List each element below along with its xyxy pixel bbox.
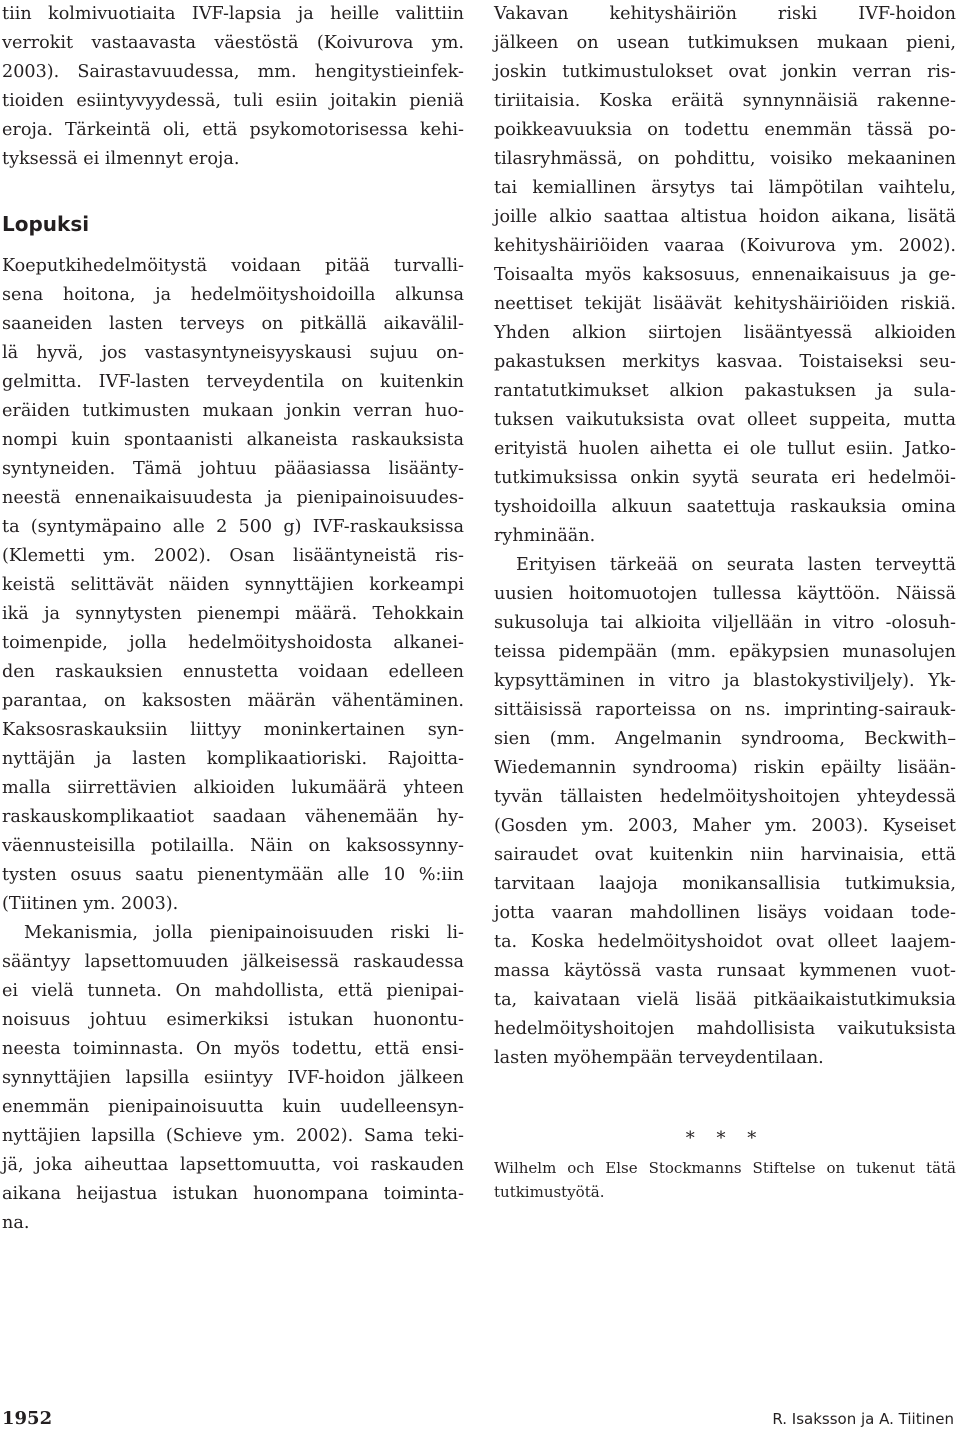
left-body-line: toimenpide, jolla hedelmöityshoidosta alkanei- — [2, 633, 464, 653]
right-body-line: tuksen vaikutuksista ovat olleet suppeita, mutta — [494, 410, 956, 430]
right-body-line: tarvitaan laajoja monikansallisia tutkimuksia, — [494, 874, 956, 894]
right-body-line: erityistä huolen aihetta ei ole tullut esiin. Jatko- — [494, 439, 956, 459]
section-heading: Lopuksi — [2, 212, 90, 236]
left-intro-line: verrokit vastaavasta väestöstä (Koivurova ym. — [2, 33, 464, 53]
right-body-line: hedelmöityshoitojen mahdollisista vaikutuksista — [494, 1019, 956, 1039]
left-intro-line: eroja. Tärkeintä oli, että psykomotorisessa kehi- — [2, 120, 464, 140]
left-body-line: saaneiden lasten terveys on pitkällä aikavälil- — [2, 314, 464, 334]
left-body-line: nompi kuin spontaanisti alkaneista raskauksista — [2, 430, 464, 450]
left-body-line: ei vielä tunneta. On mahdollista, että pienipai- — [2, 981, 464, 1001]
left-body-line: den raskauksien ennustetta voidaan edelleen — [2, 662, 464, 682]
right-body-line: poikkeavuuksia on todettu enemmän tässä po- — [494, 120, 956, 140]
acknowledgement — [494, 1156, 956, 1204]
left-body-line: na. — [2, 1213, 30, 1233]
left-body-line: raskauskomplikaatiot saadaan vähenemään hy- — [2, 807, 464, 827]
right-body-line: jotta vaaran mahdollinen lisäys voidaan tode- — [494, 903, 956, 923]
right-body-line: ta, kaivataan vielä lisää pitkäaikaistutkimuksia — [494, 990, 956, 1010]
left-intro-line: tyksessä ei ilmennyt eroja. — [2, 149, 240, 169]
left-body-line: noisuus johtuu esimerkiksi istukan huonontu- — [2, 1010, 464, 1030]
left-body-line: Koeputkihedelmöitystä voidaan pitää turvalli- — [2, 256, 464, 276]
right-body-line: pakastuksen merkitys kasvaa. Toistaiseksi seu- — [494, 352, 956, 372]
left-body-line: neesta toiminnasta. On myös todettu, että ensi- — [2, 1039, 464, 1059]
right-body-line: kypsyttäminen in vitro ja blastokystiviljely). Yk- — [494, 671, 956, 691]
left-body-line: lä hyvä, jos vastasyntyneisyyskausi sujuu on- — [2, 343, 464, 363]
left-intro-line: 2003). Sairastavuudessa, mm. hengitystieinfek- — [2, 62, 464, 82]
right-body-line: ta. Koska hedelmöityshoidot ovat olleet laajem- — [494, 932, 956, 952]
right-body-line: Wiedemannin syndrooma) riskin epäilty lisään- — [494, 758, 956, 778]
left-body-line: ta (syntymäpaino alle 2 500 g) IVF-raskauksissa — [2, 517, 464, 537]
right-body-line: jälkeen on usean tutkimuksen mukaan pieni, — [494, 33, 956, 53]
left-body-line: ikä ja synnytysten pienempi määrä. Tehokkain — [2, 604, 464, 624]
right-body-line: ryhminään. — [494, 526, 596, 546]
left-body-line: gelmitta. IVF-lasten terveydentila on kuitenkin — [2, 372, 464, 392]
left-body-line: eräiden tutkimusten mukaan jonkin verran huo- — [2, 401, 464, 421]
left-body-paragraphs — [2, 252, 464, 1238]
left-intro-paragraph — [2, 0, 464, 174]
left-body-line: neestä ennenaikaisuudesta ja pienipainoisuudes- — [2, 488, 464, 508]
right-body-line: massa käytössä vasta runsaat kymmenen vuot- — [494, 961, 956, 981]
right-body-line: tilasryhmässä, on pohdittu, voisiko mekaaninen — [494, 149, 956, 169]
right-body-line: Toisaalta myös kaksosuus, ennenaikaisuus ja ge- — [494, 265, 956, 285]
left-intro-line: tioiden esiintyvyydessä, tuli esiin joitakin pieniä — [2, 91, 464, 111]
right-body-line: tai kemiallinen ärsytys tai lämpötilan vaihtelu, — [494, 178, 956, 198]
left-body-line: väennusteisilla potilailla. Näin on kaksossynny- — [2, 836, 464, 856]
right-body-line: tutkimuksissa onkin syytä seurata eri hedelmöi- — [494, 468, 956, 488]
right-body-line: joille alkio saattaa altistua hoidon aikana, lisätä — [494, 207, 956, 227]
left-body-line: Mekanismia, jolla pienipainoisuuden riski li- — [24, 923, 464, 943]
right-body-line: Yhden alkion siirtojen lisääntyessä alkioiden — [494, 323, 956, 343]
right-body-line: rantatutkimukset alkion pakastuksen ja sula- — [494, 381, 956, 401]
right-body-paragraphs — [494, 0, 956, 1073]
right-body-line: sittäisissä raporteissa on ns. imprinting-sairauk- — [494, 700, 956, 720]
acknowledgement-line: Wilhelm och Else Stockmanns Stiftelse on tukenut tätä — [494, 1159, 956, 1177]
right-body-line: lasten myöhempään terveydentilaan. — [494, 1048, 824, 1068]
right-body-line: Erityisen tärkeää on seurata lasten terveyttä — [516, 555, 956, 575]
left-body-line: sääntyy lapsettomuuden jälkeisessä raskaudessa — [2, 952, 464, 972]
left-body-line: nyttäjien lapsilla (Schieve ym. 2002). Sama teki- — [2, 1126, 464, 1146]
acknowledgement-line: tutkimustyötä. — [494, 1183, 605, 1201]
right-body-line: kehityshäiriöiden vaaraa (Koivurova ym. 2002). — [494, 236, 956, 256]
right-body-line: neettiset tekijät lisäävät kehityshäiriöiden riskiä. — [494, 294, 956, 314]
page-number: 1952 — [2, 1408, 53, 1429]
left-intro-line: tiin kolmivuotiaita IVF-lapsia ja heille valittiin — [2, 4, 464, 24]
left-body-line: (Tiitinen ym. 2003). — [2, 894, 179, 914]
left-body-line: jä, joka aiheuttaa lapsettomuutta, voi raskauden — [2, 1155, 464, 1175]
right-body-line: tyvän tällaisten hedelmöityshoitojen yhteydessä — [494, 787, 956, 807]
left-body-line: sena hoitona, ja hedelmöityshoidoilla alkunsa — [2, 285, 464, 305]
section-separator: * * * — [685, 1128, 765, 1149]
right-body-line: sairaudet ovat kuitenkin niin harvinaisia, että — [494, 845, 956, 865]
left-body-line: aikana heijastua istukan huonompana toiminta- — [2, 1184, 464, 1204]
running-footer-authors: R. Isaksson ja A. Tiitinen — [772, 1410, 954, 1428]
right-body-line: (Gosden ym. 2003, Maher ym. 2003). Kyseiset — [494, 816, 956, 836]
right-body-line: sukusoluja tai alkioita viljellään in vitro -olosuh- — [494, 613, 956, 633]
left-body-line: nyttäjän ja lasten komplikaatioriski. Rajoitta- — [2, 749, 464, 769]
right-body-line: teissa pidempään (mm. epäkypsien munasolujen — [494, 642, 956, 662]
right-body-line: Vakavan kehityshäiriön riski IVF-hoidon — [494, 4, 956, 24]
left-body-line: enemmän pienipainoisuutta kuin uudelleensyn- — [2, 1097, 464, 1117]
left-body-line: keistä selittävät näiden synnyttäjien korkeampi — [2, 575, 464, 595]
right-body-line: sien (mm. Angelmanin syndrooma, Beckwith– — [494, 729, 956, 749]
left-body-line: synnyttäjien lapsilla esiintyy IVF-hoidon jälkeen — [2, 1068, 464, 1088]
left-body-line: parantaa, on kaksosten määrän vähentäminen. — [2, 691, 464, 711]
left-body-line: (Klemetti ym. 2002). Osan lisääntyneistä ris- — [2, 546, 464, 566]
right-body-line: tyshoidoilla alkuun saatettuja raskauksia omina — [494, 497, 956, 517]
left-body-line: Kaksosraskauksiin liittyy moninkertainen syn- — [2, 720, 464, 740]
left-body-line: tysten osuus saatu pienentymään alle 10 %:iin — [2, 865, 464, 885]
right-body-line: joskin tutkimustulokset ovat jonkin verran ris- — [494, 62, 956, 82]
right-body-line: tiriitaisia. Koska eräitä synnynnäisiä rakenne- — [494, 91, 956, 111]
left-body-line: malla siirrettävien alkioiden lukumäärä yhteen — [2, 778, 464, 798]
right-body-line: uusien hoitomuotojen tullessa käyttöön. Näissä — [494, 584, 956, 604]
left-body-line: syntyneiden. Tämä johtuu pääasiassa lisäänty- — [2, 459, 464, 479]
